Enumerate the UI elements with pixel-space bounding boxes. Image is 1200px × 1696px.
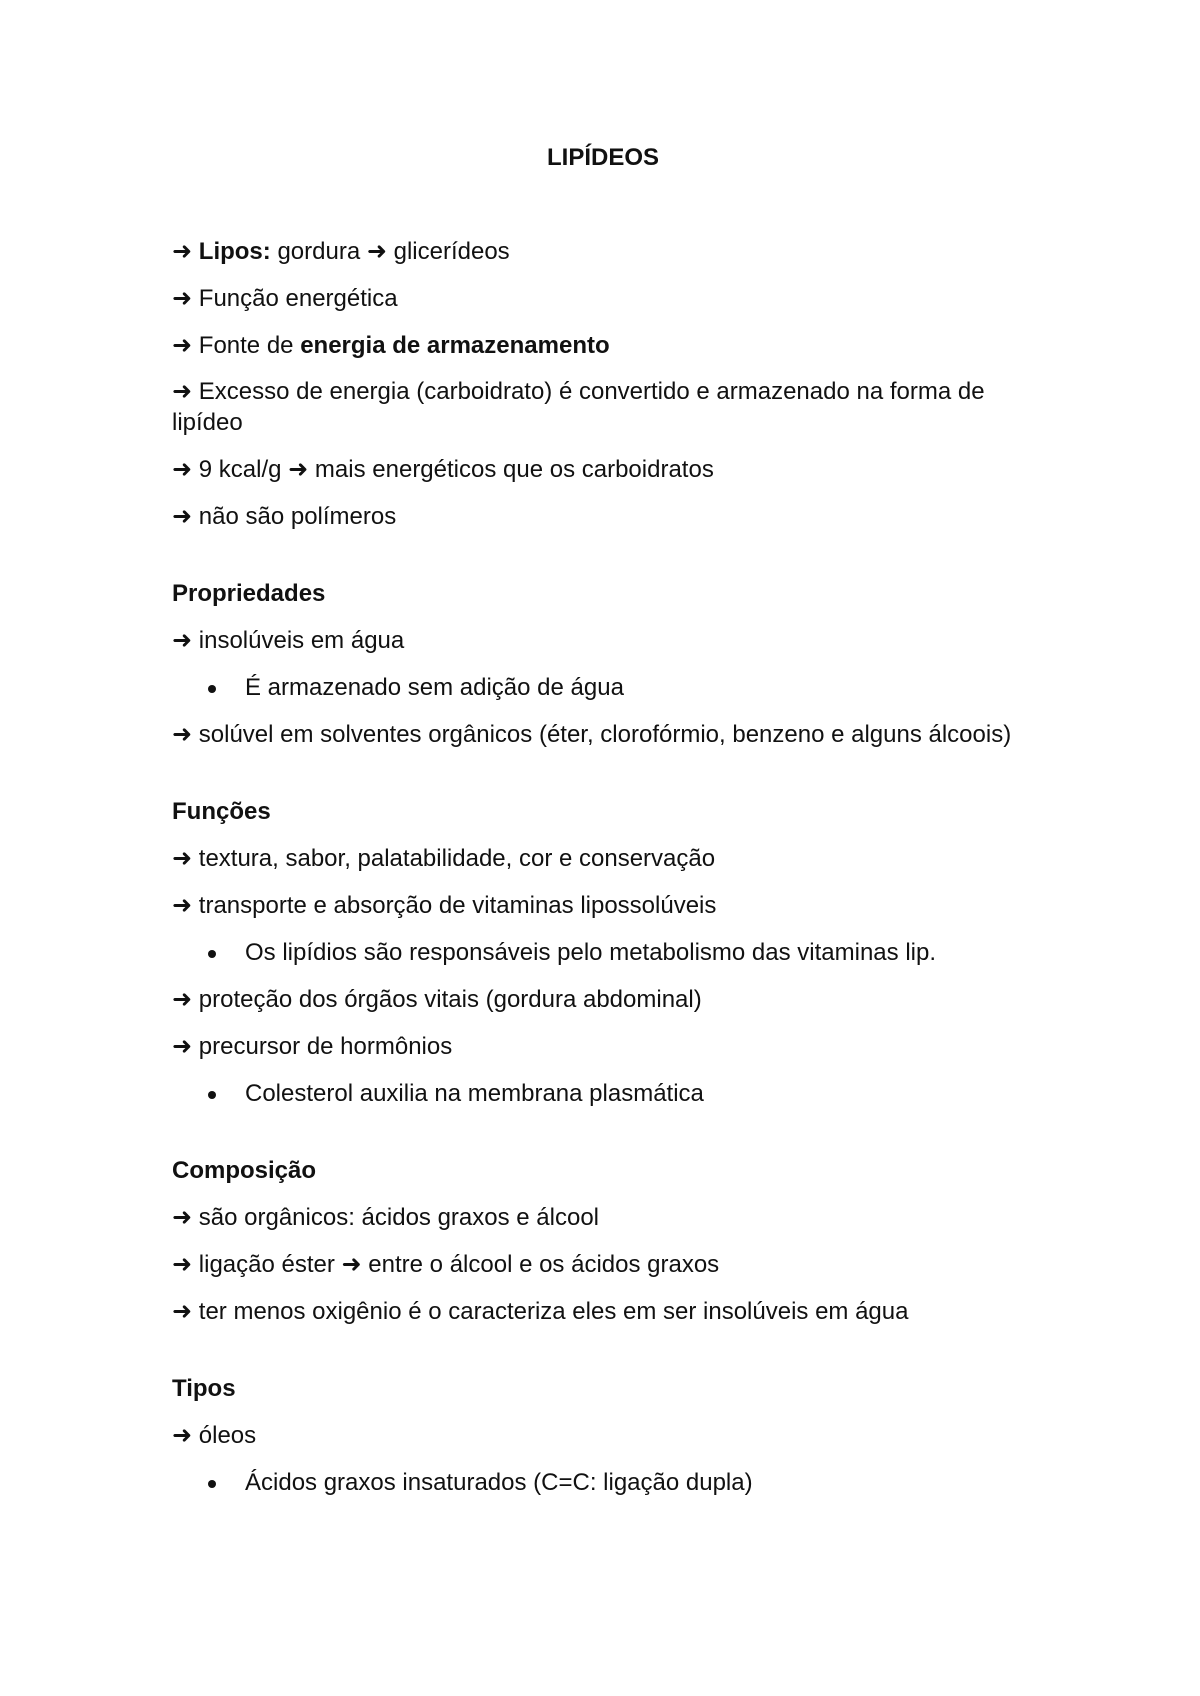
bullet-icon bbox=[208, 1480, 216, 1488]
list-item: ➜ ter menos oxigênio é o caracteriza eles em ser insolúveis em água bbox=[172, 1297, 909, 1325]
list-item bbox=[172, 237, 1042, 268]
bullet-item bbox=[172, 673, 1042, 704]
list-item: ➜ ligação éster ➜ entre o álcool e os ácidos graxos bbox=[172, 1250, 720, 1278]
document-body bbox=[172, 143, 1042, 1515]
section-heading: Composição bbox=[172, 1156, 317, 1184]
item-text: gordura ➜ glicerídeos bbox=[270, 237, 510, 265]
item-text: É armazenado sem adição de água bbox=[245, 673, 624, 701]
section-heading: Funções bbox=[172, 798, 271, 826]
intro-list bbox=[172, 237, 1042, 532]
bullet-item bbox=[172, 1079, 1042, 1110]
document-title: LIPÍDEOS bbox=[546, 144, 660, 171]
list-item bbox=[172, 331, 1042, 362]
bullet-icon bbox=[208, 1091, 216, 1099]
section-propriedades bbox=[172, 579, 1042, 750]
bullet-item bbox=[172, 938, 1042, 969]
list-item: ➜ óleos bbox=[172, 1421, 257, 1449]
list-item: ➜ transporte e absorção de vitaminas lipossolúveis bbox=[172, 891, 717, 919]
list-item: ➜ não são polímeros bbox=[172, 502, 397, 530]
list-item: ➜ textura, sabor, palatabilidade, cor e conservação bbox=[172, 845, 716, 873]
list-item: ➜ Excesso de energia (carboidrato) é convertido e armazenado na forma de lipídeo bbox=[172, 378, 985, 436]
section-funcoes bbox=[172, 797, 1042, 1109]
section-composicao bbox=[172, 1156, 1042, 1327]
section-heading: Tipos bbox=[172, 1375, 236, 1402]
bullet-icon bbox=[208, 950, 216, 958]
list-item: ➜ Função energética bbox=[172, 284, 398, 312]
item-text: Colesterol auxilia na membrana plasmática bbox=[245, 1079, 704, 1107]
item-text: ➜ bbox=[172, 237, 199, 265]
list-item: ➜ são orgânicos: ácidos graxos e álcool bbox=[172, 1203, 600, 1231]
list-item: ➜ precursor de hormônios bbox=[172, 1032, 453, 1060]
bullet-icon bbox=[208, 685, 216, 693]
item-text: Ácidos graxos insaturados (C=C: ligação dupla) bbox=[245, 1468, 753, 1496]
list-item: ➜ proteção dos órgãos vitais (gordura abdominal) bbox=[172, 985, 702, 1013]
list-item: ➜ solúvel em solventes orgânicos (éter, clorofórmio, benzeno e alguns álcoois) bbox=[172, 720, 1012, 748]
list-item: ➜ insolúveis em água bbox=[172, 627, 405, 655]
item-text: ➜ Fonte de bbox=[172, 331, 301, 359]
bullet-item bbox=[172, 1468, 1042, 1499]
item-text: Os lipídios são responsáveis pelo metabolismo das vitaminas lip. bbox=[245, 938, 936, 966]
section-heading: Propriedades bbox=[172, 580, 326, 608]
section-tipos bbox=[172, 1374, 1042, 1498]
item-bold-text: energia de armazenamento bbox=[300, 331, 610, 359]
list-item: ➜ 9 kcal/g ➜ mais energéticos que os carboidratos bbox=[172, 455, 714, 483]
item-bold-text: Lipos: bbox=[198, 237, 271, 265]
